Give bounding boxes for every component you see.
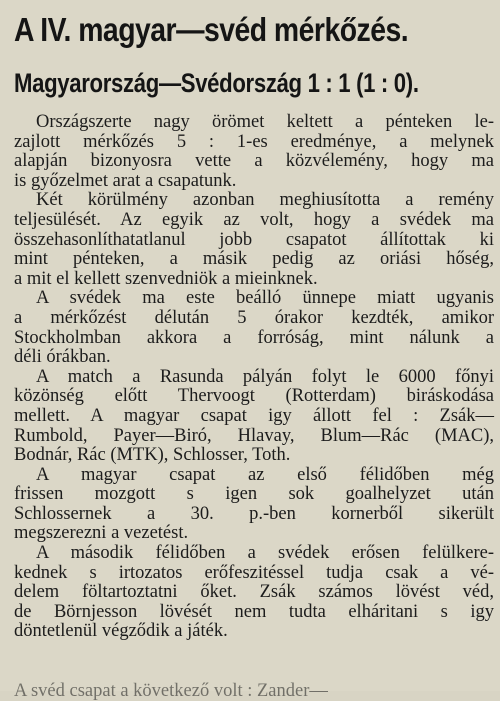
body-line: Stockholmban akkora a forróság, mint nálunk a [14,327,494,348]
body-line: kednek s irtozatos erőfeszitéssel tudja csak a vé- [14,562,494,583]
body-line: A match a Rasunda pályán folyt le 6000 főnyi [36,366,494,387]
body-line: delem föltartoztatni őket. Zsák számos lövést véd, [14,582,494,603]
body-line: a mérkőzést délután 5 órakor kezdték, amikor [14,307,494,328]
body-line: összehasonlíthatatlanul jobb csapatot állítottak ki [14,229,494,250]
body-line: alapján bizonyosra vette a közvélemény, hogy ma [14,151,494,172]
body-line: Bodnár, Rác (MTK), Schlosser, Toth. [14,445,291,466]
body-line: a mit el kellett szenvedniök a mieinknek. [14,268,318,289]
body-line: Két körülmény azonban meghiusította a remény [36,190,494,211]
cut-off-line: A svéd csapat a következő volt : Zander— [14,681,328,701]
body-line: A második félidőben a svédek erősen felülkere- [36,543,494,564]
body-line: de Börnjesson lövését nem tudta elháritani s igy [14,601,494,622]
body-line: A magyar csapat az első félidőben még [36,464,494,485]
body-line: mellett. A magyar csapat igy állott fel : Zsák— [14,405,494,426]
body-line: Országszerte nagy örömet keltett a pénteken le- [36,112,494,132]
article-subheadline: Magyarország—Svédország 1 : 1 (1 : 0). [14,68,419,98]
body-line: A svédek ma este beálló ünnepe miatt ugyanis [36,288,494,309]
body-line: teljesülését. Az egyik az volt, hogy a svédek ma [14,209,494,230]
article-body [14,113,494,642]
body-line: mint pénteken, a másik pedig az oriási hőség, [14,249,494,270]
body-line: megszerezni a vezetést. [14,523,189,544]
body-line: is győzelmet arat a csapatunk. [14,170,237,191]
body-line: döntetlenül végződik a játék. [14,621,228,642]
body-line: Rumbold, Payer—Biró, Hlavay, Blum—Rác (MAC), [14,425,494,446]
body-line: közönség előtt Thervoogt (Rotterdam) biráskodása [14,386,494,407]
body-line: déli órákban. [14,347,111,368]
body-line: zajlott mérkőzés 5 : 1-es eredménye, a melynek [14,131,494,152]
body-line: frissen mozgott s igen sok goalhelyzet után [14,484,494,505]
body-line: Schlossernek a 30. p.-ben kornerből sikerült [14,503,494,524]
article-headline: A IV. magyar—svéd mérkőzés. [14,11,409,48]
